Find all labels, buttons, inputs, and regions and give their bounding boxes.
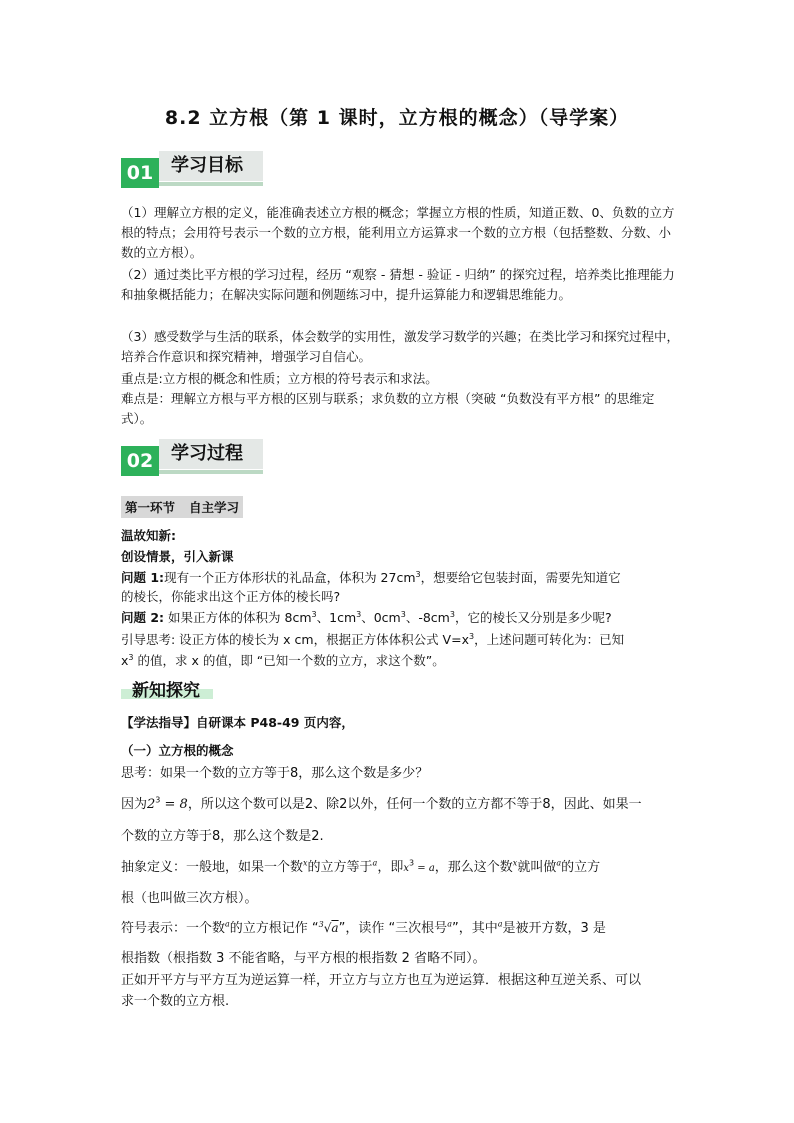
var-x: x bbox=[303, 858, 308, 868]
because-line-2: 个数的立方等于8，那么这个数是2. bbox=[121, 829, 324, 844]
exponent: 3 bbox=[408, 858, 415, 868]
var-a: a bbox=[447, 919, 452, 929]
abstract-text-4: ，那么这个数 bbox=[434, 860, 513, 875]
question-1-line-2: 的棱长，你能求出这个正方体的棱长吗? bbox=[121, 589, 341, 604]
abstract-text-6: 的立方 bbox=[561, 860, 601, 875]
abstract-text: 抽象定义：一般地，如果一个数 bbox=[121, 860, 304, 875]
question-2 bbox=[121, 608, 612, 626]
var-a: a bbox=[372, 858, 378, 868]
abstract-text-5: 就叫做 bbox=[517, 860, 557, 875]
exponent: 3 bbox=[155, 795, 161, 805]
think-prompt: 思考：如果一个数的立方等于8，那么这个数是多少？ bbox=[121, 766, 429, 781]
section-underline bbox=[159, 182, 263, 186]
question-1 bbox=[121, 568, 621, 586]
question-1-text-2: ，想要给它包装封面，需要先知道它 bbox=[420, 570, 621, 585]
exponent: 3 bbox=[449, 609, 455, 619]
exponent: 3 bbox=[468, 631, 475, 641]
question-2-text: 如果正方体的体积为 8cm bbox=[168, 610, 312, 625]
step-1-heading bbox=[121, 496, 243, 518]
because-text-2: ，所以这个数可以是2、除2以外，任何一个数的立方都不等于8，因此、如果一 bbox=[187, 797, 642, 812]
section-number: 01 bbox=[121, 158, 159, 188]
symbol-text-3: ”，读作 “三次根号 bbox=[338, 921, 448, 936]
guide-text: 引导思考: 设正方体的棱长为 x cm，根据正方体体积公式 V=x bbox=[121, 632, 469, 647]
inverse-line-1: 正如开平方与平方互为逆运算一样，开立方与立方也互为逆运算．根据这种互逆关系、可以 bbox=[121, 973, 642, 988]
question-2-text-d: 、-8cm bbox=[405, 610, 450, 625]
var-a: a bbox=[497, 919, 503, 929]
abstract-definition bbox=[121, 856, 600, 875]
exponent: 3 bbox=[415, 569, 421, 579]
radicand: a bbox=[331, 921, 339, 935]
because-text: 因为 bbox=[121, 797, 148, 812]
exponent: 3 bbox=[311, 609, 317, 619]
section-underline bbox=[159, 470, 263, 474]
var-a: a bbox=[556, 858, 562, 868]
section-number: 02 bbox=[121, 446, 159, 476]
guide-text-3: 的值，求 x 的值，即 “已知一个数的立方，求这个数”。 bbox=[133, 653, 445, 668]
question-2-text-b: 、1cm bbox=[316, 610, 357, 625]
inverse-line-2: 求一个数的立方根. bbox=[121, 994, 230, 1009]
guide-var: x bbox=[121, 653, 129, 668]
review-label: 温故知新: bbox=[121, 528, 176, 543]
exponent: 3 bbox=[400, 609, 406, 619]
question-2-text-e: ，它的棱长又分别是多少呢? bbox=[454, 610, 612, 625]
formula-eq: = 8 bbox=[160, 797, 188, 812]
exponent: 3 bbox=[128, 652, 134, 662]
formula-x: x bbox=[403, 863, 409, 874]
goal-1: （1）理解立方根的定义，能准确表述立方根的概念；掌握立方根的性质，知道正数、0、负数的立方根的特点；会用符号表示一个数的立方根，能利用立方运算求一个数的立方根（包括整数、分数、小数的立方根）。 bbox=[121, 205, 675, 260]
abstract-text-2: 的立方等于 bbox=[307, 860, 373, 875]
section-title: 学习过程 bbox=[159, 439, 263, 469]
symbol-definition bbox=[121, 917, 606, 936]
guide-text-2: ，上述问题可转化为：已知 bbox=[474, 632, 625, 647]
question-1-label: 问题 1: bbox=[121, 570, 165, 585]
symbol-text-2: 的立方根记作 “ bbox=[229, 921, 319, 936]
because-line-1 bbox=[121, 793, 642, 812]
key-points: 重点是:立方根的概念和性质；立方根的符号表示和求法。 bbox=[121, 371, 438, 386]
formula-eq: = a bbox=[414, 863, 435, 874]
question-2-label: 问题 2: bbox=[121, 610, 165, 625]
symbol-text: 符号表示：一个数 bbox=[121, 921, 226, 936]
symbol-text-5: 是被开方数，3 是 bbox=[502, 921, 606, 936]
section-title: 学习目标 bbox=[159, 151, 263, 181]
difficult-points: 难点是：理解立方根与平方根的区别与联系；求负数的立方根（突破 “负数没有平方根” 的思维定式）。 bbox=[121, 391, 655, 426]
study-guide: 【学法指导】自研课本 P48-49 页内容， bbox=[121, 715, 354, 730]
question-2-text-c: 、0cm bbox=[361, 610, 401, 625]
root-index: 3 bbox=[318, 920, 324, 929]
var-x: x bbox=[512, 858, 518, 868]
intro-label: 创设情景，引入新课 bbox=[121, 549, 234, 564]
formula-base: 2 bbox=[147, 797, 156, 812]
symbol-line-2: 根指数（根指数 3 不能省略，与平方根的根指数 2 省略不同）。 bbox=[121, 951, 486, 966]
symbol-text-4: ”，其中 bbox=[451, 921, 498, 936]
new-knowledge-title: 新知探究 bbox=[132, 681, 200, 701]
exponent: 3 bbox=[356, 609, 362, 619]
page-title: 8.2 立方根（第 1 课时，立方根的概念）（导学案） bbox=[164, 107, 630, 129]
part-1-title: （一）立方根的概念 bbox=[121, 743, 234, 758]
guide-line-2 bbox=[121, 651, 445, 669]
question-1-text: 现有一个正方体形状的礼品盒，体积为 27cm bbox=[164, 570, 416, 585]
abstract-line-2: 根（也叫做三次方根）。 bbox=[121, 891, 258, 906]
var-a: a bbox=[225, 919, 230, 929]
step-label: 第一环节 bbox=[125, 500, 176, 515]
step-name: 自主学习 bbox=[189, 500, 240, 515]
goal-2: （2）通过类比平方根的学习过程，经历 “观察 - 猜想 - 验证 - 归纳” 的探究过程，培养类比推理能力和抽象概括能力；在解决实际问题和例题练习中，提升运算能力和逻辑思维能力。 bbox=[121, 267, 675, 302]
abstract-text-3: ，即 bbox=[377, 860, 404, 875]
goal-3: （3）感受数学与生活的联系，体会数学的实用性，激发学习数学的兴趣；在类比学习和探究过程中，培养合作意识和探究精神，增强学习自信心。 bbox=[121, 329, 679, 364]
guide-line-1 bbox=[121, 630, 624, 648]
cube-root-symbol: $^3$√a bbox=[318, 920, 339, 935]
